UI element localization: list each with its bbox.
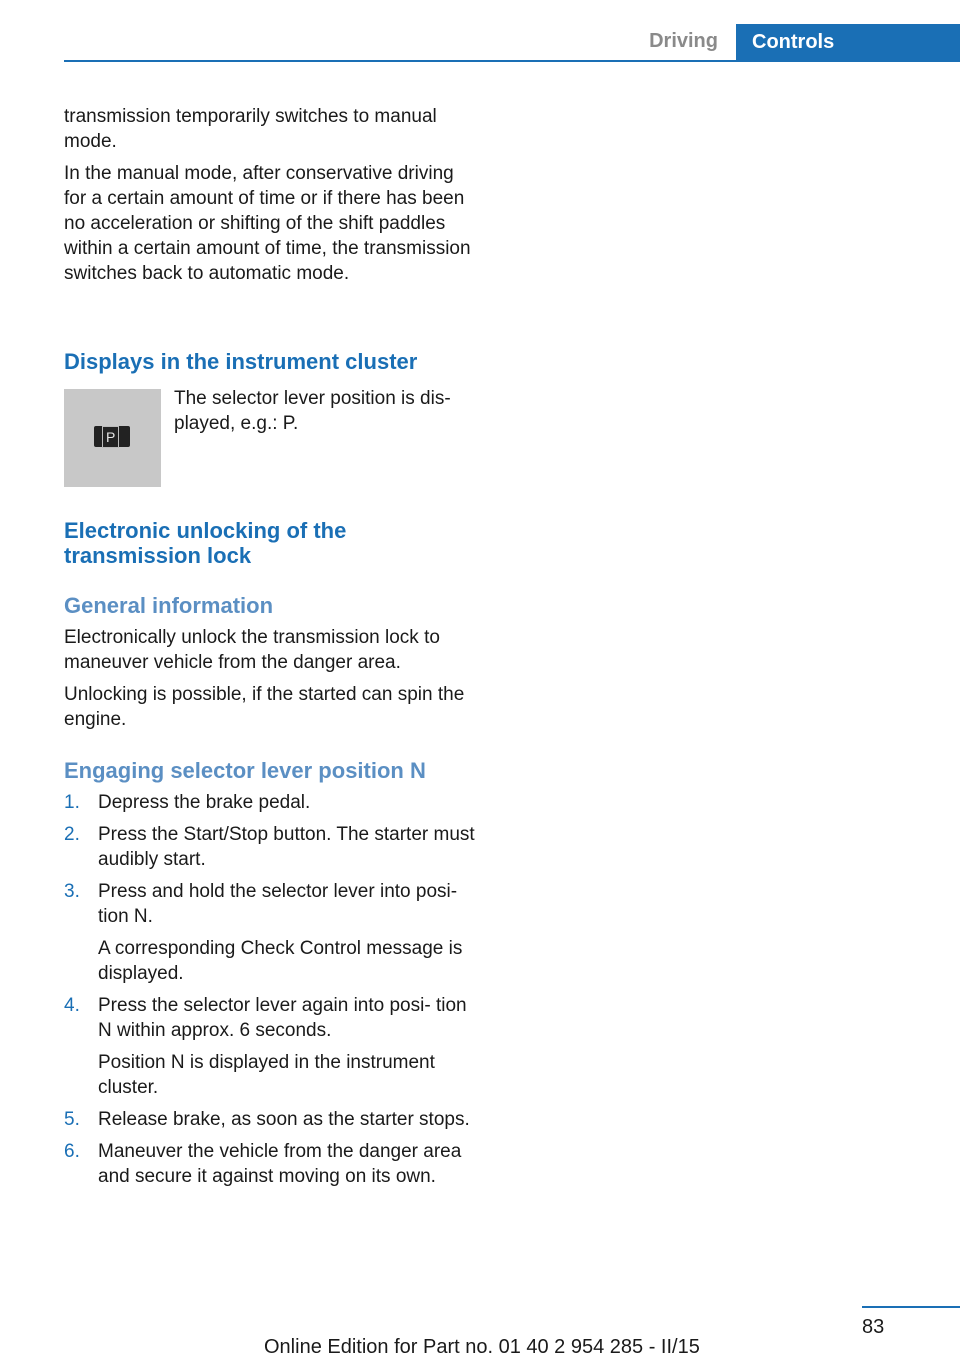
step-text: Press the Start/Stop button. The starter must audibly start.	[98, 824, 475, 870]
unlock-paragraph-1: Electronically unlock the transmission lock to maneuver vehicle from the danger area.	[64, 627, 440, 673]
step-item	[64, 1107, 478, 1132]
step-text: Depress the brake pedal.	[98, 792, 311, 813]
steps-list	[64, 790, 478, 1189]
step-number: 1.	[64, 792, 80, 813]
step-number: 2.	[64, 824, 80, 845]
step-item	[64, 1139, 478, 1189]
header-rule	[64, 60, 960, 62]
step-subtext: Position N is displayed in the instrument cluster.	[98, 1052, 435, 1098]
unlock-paragraph-2: Unlocking is possible, if the started can spin the engine.	[64, 684, 465, 730]
step-number: 6.	[64, 1141, 80, 1162]
display-position-label: P	[102, 426, 119, 448]
step-number: 3.	[64, 881, 80, 902]
step-item	[64, 879, 478, 986]
unlock-body	[64, 625, 478, 732]
selector-display-image	[64, 389, 161, 487]
header-section: Driving	[649, 30, 718, 52]
intro	[64, 104, 478, 286]
general-info-heading: General information	[64, 593, 274, 618]
page-number: 83	[862, 1316, 885, 1338]
header-tab-label: Controls	[752, 31, 835, 53]
header-tab	[736, 24, 960, 62]
step-subtext: A corresponding Check Control message is displayed.	[98, 938, 463, 984]
step-text: Press and hold the selector lever into posi‐ tion N.	[98, 881, 458, 927]
displays-heading: Displays in the instrument cluster	[64, 349, 418, 374]
intro-paragraph-2: In the manual mode, after conservative driving for a certain amount of time or if there has been no acceleration or shifting of the shift paddles within a certain amount of time, the transmission switches back to automatic mode.	[64, 163, 471, 284]
engaging-heading: Engaging selector lever position N	[64, 758, 426, 783]
step-text: Release brake, as soon as the starter stops.	[98, 1109, 470, 1130]
intro-paragraph-1: transmission temporarily switches to manual mode.	[64, 106, 437, 152]
displays-text: The selector lever position is dis‐ played, e.g.: P.	[174, 388, 451, 434]
step-text: Maneuver the vehicle from the danger area and secure it against moving on its own.	[98, 1141, 462, 1187]
footer-rule	[862, 1306, 960, 1308]
step-item	[64, 993, 478, 1100]
display-panel-icon	[94, 426, 130, 447]
step-number: 5.	[64, 1109, 80, 1130]
step-item	[64, 822, 478, 872]
step-number: 4.	[64, 995, 80, 1016]
step-text: Press the selector lever again into posi‐ tion N within approx. 6 seconds.	[98, 995, 467, 1041]
edition-text: Online Edition for Part no. 01 40 2 954 285 - II/15	[264, 1336, 700, 1358]
unlock-heading: Electronic unlocking of the transmission lock	[64, 518, 347, 568]
step-item	[64, 790, 478, 815]
